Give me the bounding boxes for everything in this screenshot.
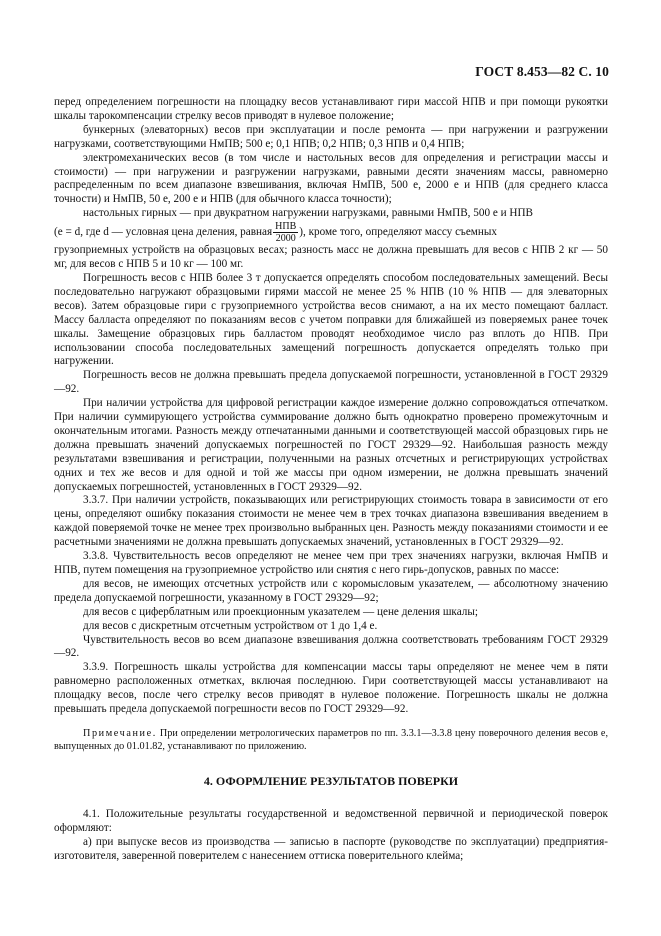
paragraph: 3.3.7. При наличии устройств, показывающих или регистрирующих стоимость товара в зависимости от его цены, определяют ошибку показания стоимости не менее чем в трех точках диапазона взвешивания введением в каждой поверяемой точке не менее трех произвольно выбранных цен. Разность между показаниями стоимости и ее расчетными значениями не должна превышать допускаемых значений, установленных в ГОСТ 29329—92. <box>54 494 608 549</box>
paragraph: для весов, не имеющих отсчетных устройств или с коромысловым указателем, — абсолютному значению предела допускаемой погрешности, указанному в ГОСТ 29329—92; <box>54 577 608 604</box>
paragraph: Чувствительность весов во всем диапазоне взвешивания должна соответствовать требованиям ГОСТ 29329—92. <box>54 633 608 660</box>
formula-post: ), кроме того, определяют массу съемных <box>299 226 497 239</box>
formula-pre: (e = d, где d — условная цена деления, равная <box>54 226 273 239</box>
paragraph: 3.3.8. Чувствительность весов определяют не менее чем при трех значениях нагрузки, включая НмПВ и НПВ, путем помещения на грузоприемное устройство или снятия с него гирь-допусков, равных по массе: <box>54 550 608 576</box>
paragraph: Погрешность весов не должна превышать предела допускаемой погрешности, установленной в ГОСТ 29329—92. <box>54 369 608 396</box>
paragraph: для весов с дискретным отсчетным устройством от 1 до 1,4 e. <box>83 619 378 632</box>
paragraph: для весов с циферблатным или проекционным указателем — цене деления шкалы; <box>83 605 478 618</box>
paragraph: перед определением погрешности на площадку весов устанавливают гири массой НПВ и при помощи рукоятки шкалы тарокомпенсации стрелку весов приводят в нулевое положение; <box>54 96 608 122</box>
paragraph: бункерных (элеваторных) весов при эксплуатации и после ремонта — при нагружении и разгружении нагрузками, соответствующими НмПВ; 500 e; 0,1 НПВ; 0,2 НПВ; 0,3 НПВ и 0,4 НПВ; <box>54 123 608 150</box>
paragraph: электромеханических весов (в том числе и настольных весов для определения и регистрации массы и стоимости) — при нагружении и разгружении нагрузками, равными десяти значениям массы, равномерно распределенным по всем диапазоне взвешивания, включая НмПВ, 500 e, 2000 e и НПВ (для среднего класса точности) и НмПВ, 50 e, 200 e и НПВ (для обычного класса точности); <box>54 151 608 206</box>
fraction-denominator: 2000 <box>275 233 296 245</box>
paragraph: 3.3.9. Погрешность шкалы устройства для компенсации массы тары определяют не менее чем в пяти равномерно расположенных отметках, включая последнюю. Гири соответствующей массы устанавливают на площадку весов, после чего стрелку весов приводят в нулевое положение. Погрешность шкалы не должна превышать предела допускаемой погрешности весов по ГОСТ 29329—92. <box>54 661 608 716</box>
note-label: Примечание. <box>83 727 157 739</box>
paragraph: настольных гирных — при двукратном нагружении нагрузками, равными НмПВ, 500 e и НПВ <box>83 207 533 220</box>
formula-line <box>54 221 608 244</box>
paragraph: грузоприемных устройств на образцовых весах; разность масс не должна превышать для весов с НПВ 2 кг — 50 мг, для весов с НПВ 5 и 10 кг — 100 мг. <box>54 244 608 271</box>
paragraph: Погрешность весов с НПВ более 3 т допускается определять способом последовательных замещений. Весы последовательно нагружают образцовыми гирями массой не менее 25 % НПВ (10 % НПВ — для элеваторных весов). Затем образцовые гири с грузоприемного устройства весов снимают, а на их место помещают балласт. Массу балласта определяют по показаниям весов с учетом поправки для ближайшей из поверяемых ранее точек шкалы. Замещение образцовых гирь балластом проводят необходимое число раз вплоть до НПВ. При использовании способа последовательных замещений погрешность допускается определять только при нагружении. <box>54 271 608 368</box>
page-header: ГОСТ 8.453—82 С. 10 <box>475 64 609 79</box>
paragraph: 4.1. Положительные результаты государственной и ведомственной первичной и периодической поверок оформляют: <box>54 808 608 835</box>
fraction <box>273 221 298 244</box>
paragraph: При наличии устройства для цифровой регистрации каждое измерение должно сопровождаться отпечатком. При наличии суммирующего устройства суммирование должно быть однократно проверено промежуточным и окончательным итогами. Разность между отпечатанными данными и соответствующей массой образцовых гирь не должна превышать значений допускаемых погрешностей по ГОСТ 29329—92. Наибольшая разность между результатами взвешивания и регистрации, полученными на разных отсчетных и регистрирующих устройствах одних и тех же весов и для одной и той же массы при одном измерении, не должна превышать значений допускаемых погрешностей, установленных в ГОСТ 29329—92. <box>54 397 608 493</box>
section-title: 4. ОФОРМЛЕНИЕ РЕЗУЛЬТАТОВ ПОВЕРКИ <box>203 773 459 788</box>
paragraph: а) при выпуске весов из производства — записью в паспорте (руководстве по эксплуатации) предприятия-изготовителя, заверенной поверителем с нанесением оттиска поверительного клейма; <box>54 836 608 863</box>
note-text: При определении метрологических параметров по пп. 3.3.1—3.3.8 цену поверочного деления весов e, выпущенных до 01.01.82, устанавливают по приложению. <box>54 727 608 752</box>
fraction-numerator: НПВ <box>275 221 297 233</box>
note <box>54 728 608 754</box>
document-body <box>54 96 608 864</box>
